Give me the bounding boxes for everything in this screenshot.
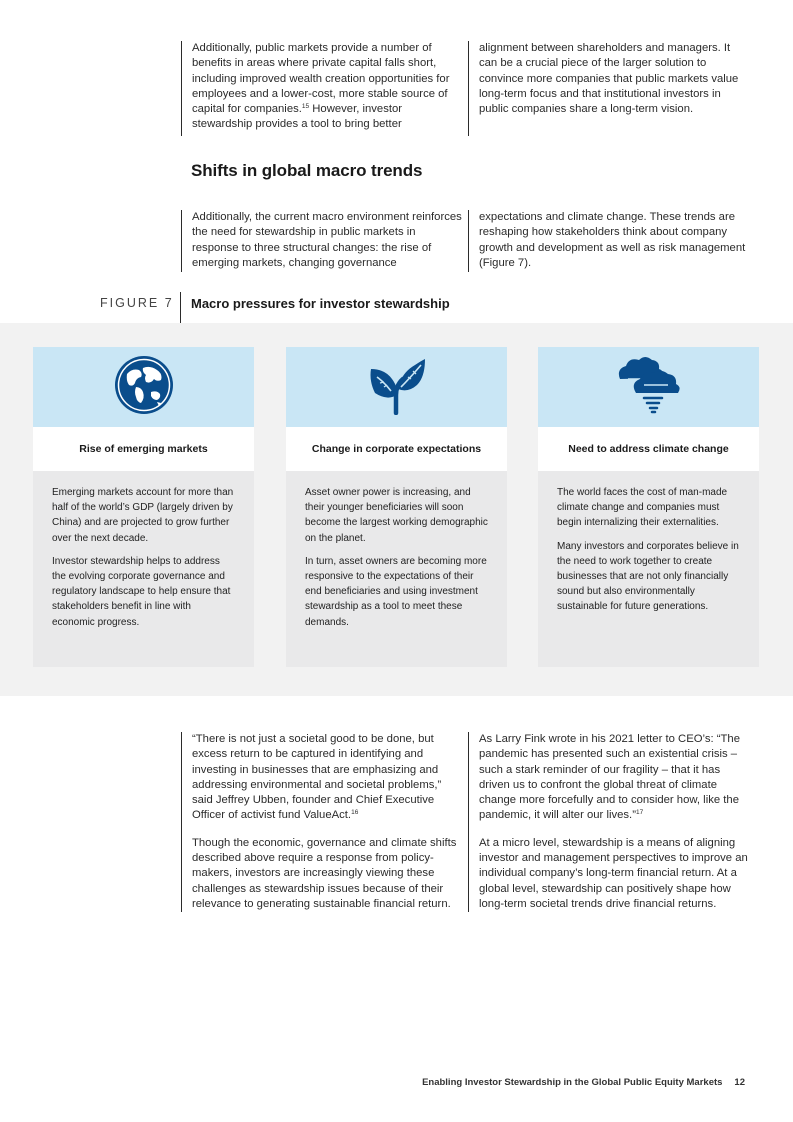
card-icon-area [538,347,759,427]
page-number: 12 [734,1077,745,1088]
card-paragraph: Emerging markets account for more than half of the world’s GDP (largely driven by China) and are projected to grow further over the next decade. [52,487,234,544]
card-body [286,471,507,667]
card-paragraph: In turn, asset owners are becoming more responsive to the expectations of their end beneficiaries and using investment stewardship as a tool to meet these demands. [305,555,487,628]
card-paragraph: The world faces the cost of man-made climate change and companies must begin internalizing their externalities. [557,487,728,529]
figure-label: FIGURE 7 [100,296,174,310]
card-paragraph: Many investors and corporates believe in the need to work together to create businesses that are not only financially sound but also environmentally sustainable for future generations. [557,540,739,613]
bottom-right-column [468,732,753,912]
figure-title: Macro pressures for investor stewardship [191,296,450,311]
card-title: Need to address climate change [538,427,759,471]
macro-right-column [468,210,750,272]
card-title: Change in corporate expectations [286,427,507,471]
section-heading: Shifts in global macro trends [191,161,423,180]
card-body [538,471,759,667]
top-left-paragraph: Additionally, public markets provide a number of benefits in areas where private capital falls short, including improved wealth creation opportunities for employees and a lower-cost, more stable source of capital for companies.$^{15}$ However, investor stewardship provides a tool to bring better [192,42,450,131]
top-left-column [181,41,457,136]
figure-divider [180,292,181,323]
footer-title: Enabling Investor Stewardship in the Global Public Equity Markets [422,1077,723,1088]
macro-left-column [181,210,463,272]
top-right-column [468,41,750,136]
bottom-right-paragraph: At a micro level, stewardship is a means of aligning investor and management perspectives to improve an individual company’s long-term financial return. At a global level, stewardship can positively shape how long-term societal trends drive financial returns. [479,836,748,910]
card-icon-area [286,347,507,427]
card-body [33,471,254,667]
card-paragraph: Asset owner power is increasing, and their younger beneficiaries will soon become the largest working demographic on the planet. [305,487,488,544]
card-climate-change [538,347,759,667]
card-corporate-expectations [286,347,507,667]
card-icon-area [33,347,254,427]
footnote-ref-15[interactable]: 15 [301,103,310,111]
footnote-ref-16[interactable]: 16 [351,809,359,817]
bottom-right-quote: As Larry Fink wrote in his 2021 letter to CEO’s: “The pandemic has presented such an existential crisis – such a stark reminder of our fragility – that it has driven us to confront the global threat of climate change more forcefully and to consider how, like the pandemic, it will alter our lives.”$^{17}$ [479,733,740,822]
macro-right-paragraph: expectations and climate change. These trends are reshaping how stakeholders think about company growth and development as well as risk management (Figure 7). [479,211,746,269]
macro-left-paragraph: Additionally, the current macro environment reinforces the need for stewardship in public markets in response to three structural changes: the rise of emerging markets, changing governance [192,211,462,269]
card-emerging-markets [33,347,254,667]
plant-sprout-icon [367,355,427,420]
card-title: Rise of emerging markets [33,427,254,471]
bottom-left-column [181,732,463,912]
footnote-ref-17[interactable]: 17 [635,809,644,817]
bottom-left-paragraph: Though the economic, governance and climate shifts described above require a response from policy-makers, investors are increasingly viewing these challenges as stewardship issues because of their relevance to generating sustainable financial return. [192,836,457,910]
globe-icon [113,354,175,421]
storm-cloud-icon [614,355,684,420]
card-paragraph: Investor stewardship helps to address the evolving corporate governance and regulatory landscape to help ensure that stakeholders benefit in line with economic progress. [52,555,231,628]
top-right-paragraph: alignment between shareholders and managers. It can be a crucial piece of the larger solution to convince more companies that public markets value long-term focus and that institutional investors in public companies share a long-term vision. [479,42,739,116]
bottom-left-quote: “There is not just a societal good to be done, but excess return to be captured in identifying and investing in businesses that are emphasizing and addressing environmental and societal problems,” said Jeffrey Ubben, founder and Chief Executive Officer of activist fund ValueAct.$^{16}$ [192,733,442,822]
page-footer [422,1077,745,1088]
